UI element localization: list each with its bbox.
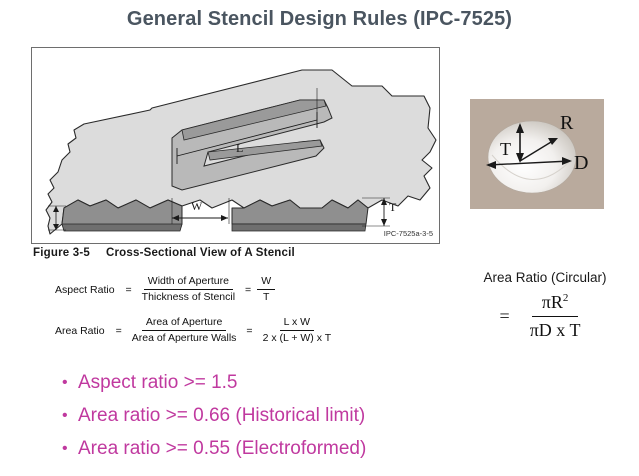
- bullet-marker-icon: •: [62, 407, 68, 424]
- area-ratio-circular-equals: =: [499, 306, 510, 327]
- figure-caption-number: Figure 3-5: [33, 247, 90, 259]
- bullet-marker-icon: •: [62, 440, 68, 457]
- aspect-ratio-name: Aspect Ratio: [55, 283, 115, 296]
- figure-label-length: L: [236, 141, 244, 155]
- bullet-text-aspect-ratio: Aspect ratio >= 1.5: [78, 372, 238, 393]
- aspect-ratio-equals-2: =: [245, 283, 252, 296]
- area-ratio-numerator: Area of Aperture: [142, 316, 226, 331]
- list-item: [62, 371, 602, 395]
- circular-aperture-diagram: [470, 99, 604, 209]
- aspect-ratio-denominator: Thickness of Stencil: [141, 291, 236, 304]
- area-ratio-formula: [55, 316, 445, 345]
- pi-r-text: πR: [541, 292, 563, 312]
- area-ratio-circular-fraction: [520, 291, 591, 343]
- area-ratio-denominator: Area of Aperture Walls: [131, 332, 237, 345]
- photo-label-thickness: T: [500, 139, 511, 159]
- area-ratio-equals: =: [115, 324, 122, 337]
- area-ratio-name: Area Ratio: [55, 324, 105, 337]
- bullet-text-area-ratio-historical: Area ratio >= 0.66 (Historical limit): [78, 405, 366, 426]
- area-ratio-equals-2: =: [246, 324, 253, 337]
- area-ratio-result-denominator: 2 x (L + W) x T: [262, 332, 332, 345]
- photo-label-diameter: D: [574, 152, 589, 174]
- circular-aperture-photo: [470, 99, 604, 209]
- aspect-ratio-formula: [55, 275, 445, 304]
- stencil-cross-section-drawing: [32, 48, 437, 241]
- figure-caption: [33, 247, 295, 259]
- bullet-text-area-ratio-electroformed: Area ratio >= 0.55 (Electroformed): [78, 438, 367, 459]
- exponent-two: 2: [562, 292, 569, 304]
- figure-credit: IPC-7525a-3-5: [383, 229, 433, 238]
- area-ratio-circular-title: Area Ratio (Circular): [483, 270, 607, 285]
- figure-caption-text: Cross-Sectional View of A Stencil: [105, 247, 295, 259]
- photo-label-radius: R: [560, 112, 574, 134]
- area-ratio-result-numerator: L x W: [280, 316, 314, 331]
- area-ratio-circular-expression: [455, 291, 635, 343]
- area-ratio-fraction: [128, 316, 241, 345]
- rules-bullet-list: [62, 371, 602, 470]
- aspect-ratio-equals: =: [125, 283, 132, 296]
- stencil-figure-panel: [31, 47, 440, 244]
- area-ratio-circular-block: [455, 270, 635, 343]
- figure-label-width: W: [191, 199, 203, 213]
- aspect-ratio-result-fraction: [257, 275, 275, 304]
- area-ratio-circular-numerator: [532, 291, 579, 317]
- figure-label-thickness: T: [389, 200, 397, 214]
- aspect-ratio-fraction: [138, 275, 239, 304]
- page-title: General Stencil Design Rules (IPC-7525): [126, 8, 513, 30]
- list-item: [62, 404, 602, 428]
- area-ratio-circular-denominator: πD x T: [529, 320, 581, 341]
- bullet-marker-icon: •: [62, 374, 68, 391]
- formula-block: [55, 275, 445, 358]
- area-ratio-result-fraction: [259, 316, 336, 345]
- aspect-ratio-result-denominator: T: [262, 291, 270, 304]
- list-item: [62, 437, 602, 461]
- aspect-ratio-result-numerator: W: [257, 275, 275, 290]
- aspect-ratio-numerator: Width of Aperture: [144, 275, 233, 290]
